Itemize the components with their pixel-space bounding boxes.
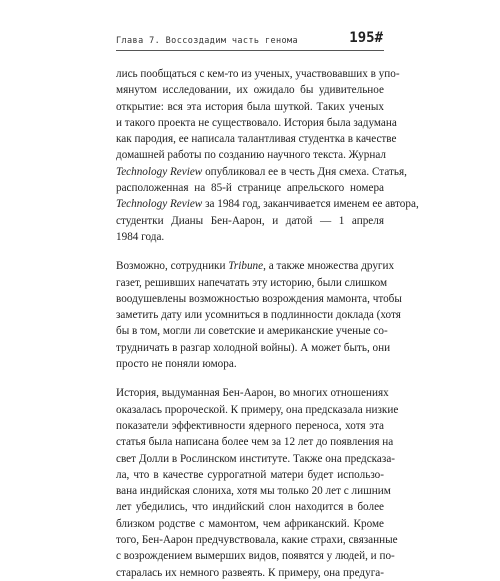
text-line: История, выдуманная Бен-Аарон, во многих отношениях	[116, 387, 389, 400]
text-line: мянутом исследовании, их ожидало бы удивительное	[116, 84, 384, 97]
text-line: лись пообщаться с кем-то из ученых, участвовавших в упо-	[116, 68, 400, 80]
text-line: того, Бен-Аарон предчувствовала, какие страхи, связанные	[116, 534, 398, 547]
text-line: расположенная на 85-й странице апрельского номера	[116, 182, 384, 195]
text-line: свет Долли в Рослинском институте. Также она предсказа-	[116, 452, 396, 465]
text-line: близком родстве с мамонтом, чем африканский. Кроме	[116, 517, 384, 530]
text-line: вана индийская слониха, хотя мы только 20 лет с лишним	[116, 485, 391, 498]
body-text	[116, 66, 419, 581]
text-line: просто не поняли юмора.	[116, 358, 237, 371]
chapter-title: Глава 7. Воссоздадим часть генома	[116, 36, 299, 46]
text-line: воодушевлены возможностью возрождения мамонта, чтобы	[116, 292, 402, 305]
text-line: лет убедились, что индийский слон находится в более	[116, 501, 384, 514]
paragraph-1	[116, 66, 419, 245]
text-line: как пародия, ее написала талантливая студентка в качестве	[116, 133, 397, 146]
text-line: ла, что в качестве суррогатной матери будет использо-	[116, 468, 384, 481]
paragraph-2	[116, 258, 402, 372]
periodical-name: Tribune	[228, 260, 264, 273]
text-line: Technology Review за 1984 год, заканчивается именем ее автора,	[116, 198, 419, 211]
text-line: показатели эффективности ядерного переноса, хотя эта	[116, 419, 384, 432]
text-line: старалась их немного развеять. К примеру, она предуга-	[116, 566, 384, 579]
text-line: Technology Review опубликовал ее в честь Дня смеха. Статья,	[116, 165, 407, 178]
text-line: и такого проекта не существовало. История была задумана	[116, 116, 397, 129]
page-number: 195#	[349, 30, 383, 46]
paragraph-3	[116, 385, 399, 581]
text-line: трудничать в разгар холодной войны). А может быть, они	[116, 341, 391, 354]
text-line: Возможно, сотрудники Tribune, а также множества других	[116, 260, 395, 273]
text-line: открытие: вся эта история была шуткой. Таких ученых	[116, 100, 384, 113]
text-line: статья была написана более чем за 12 лет до появления на	[116, 436, 394, 449]
periodical-name: Technology Review	[116, 165, 203, 178]
text-line: 1984 года.	[116, 230, 165, 243]
text-line: с возрождением вымерших видов, появятся у людей, и по-	[116, 550, 395, 563]
text-line: оказалась пророческой. К примеру, она предсказала низкие	[116, 403, 399, 416]
text-line: студентки Дианы Бен-Аарон, и датой — 1 апреля	[116, 214, 384, 227]
text-line: бы в том, могли ли советские и американские ученые со-	[116, 325, 388, 338]
paragraph-gap	[116, 372, 384, 385]
header-rule	[116, 50, 384, 51]
periodical-name: Technology Review	[116, 198, 203, 211]
text-line: заметить дату или усомниться в подлинности доклада (хотя	[116, 309, 401, 322]
text-line: домашней работы по созданию научного текста. Журнал	[116, 149, 386, 162]
running-header	[0, 30, 500, 50]
paragraph-gap	[116, 245, 384, 258]
text-line: газет, решивших напечатать эту историю, были слишком	[116, 276, 388, 289]
